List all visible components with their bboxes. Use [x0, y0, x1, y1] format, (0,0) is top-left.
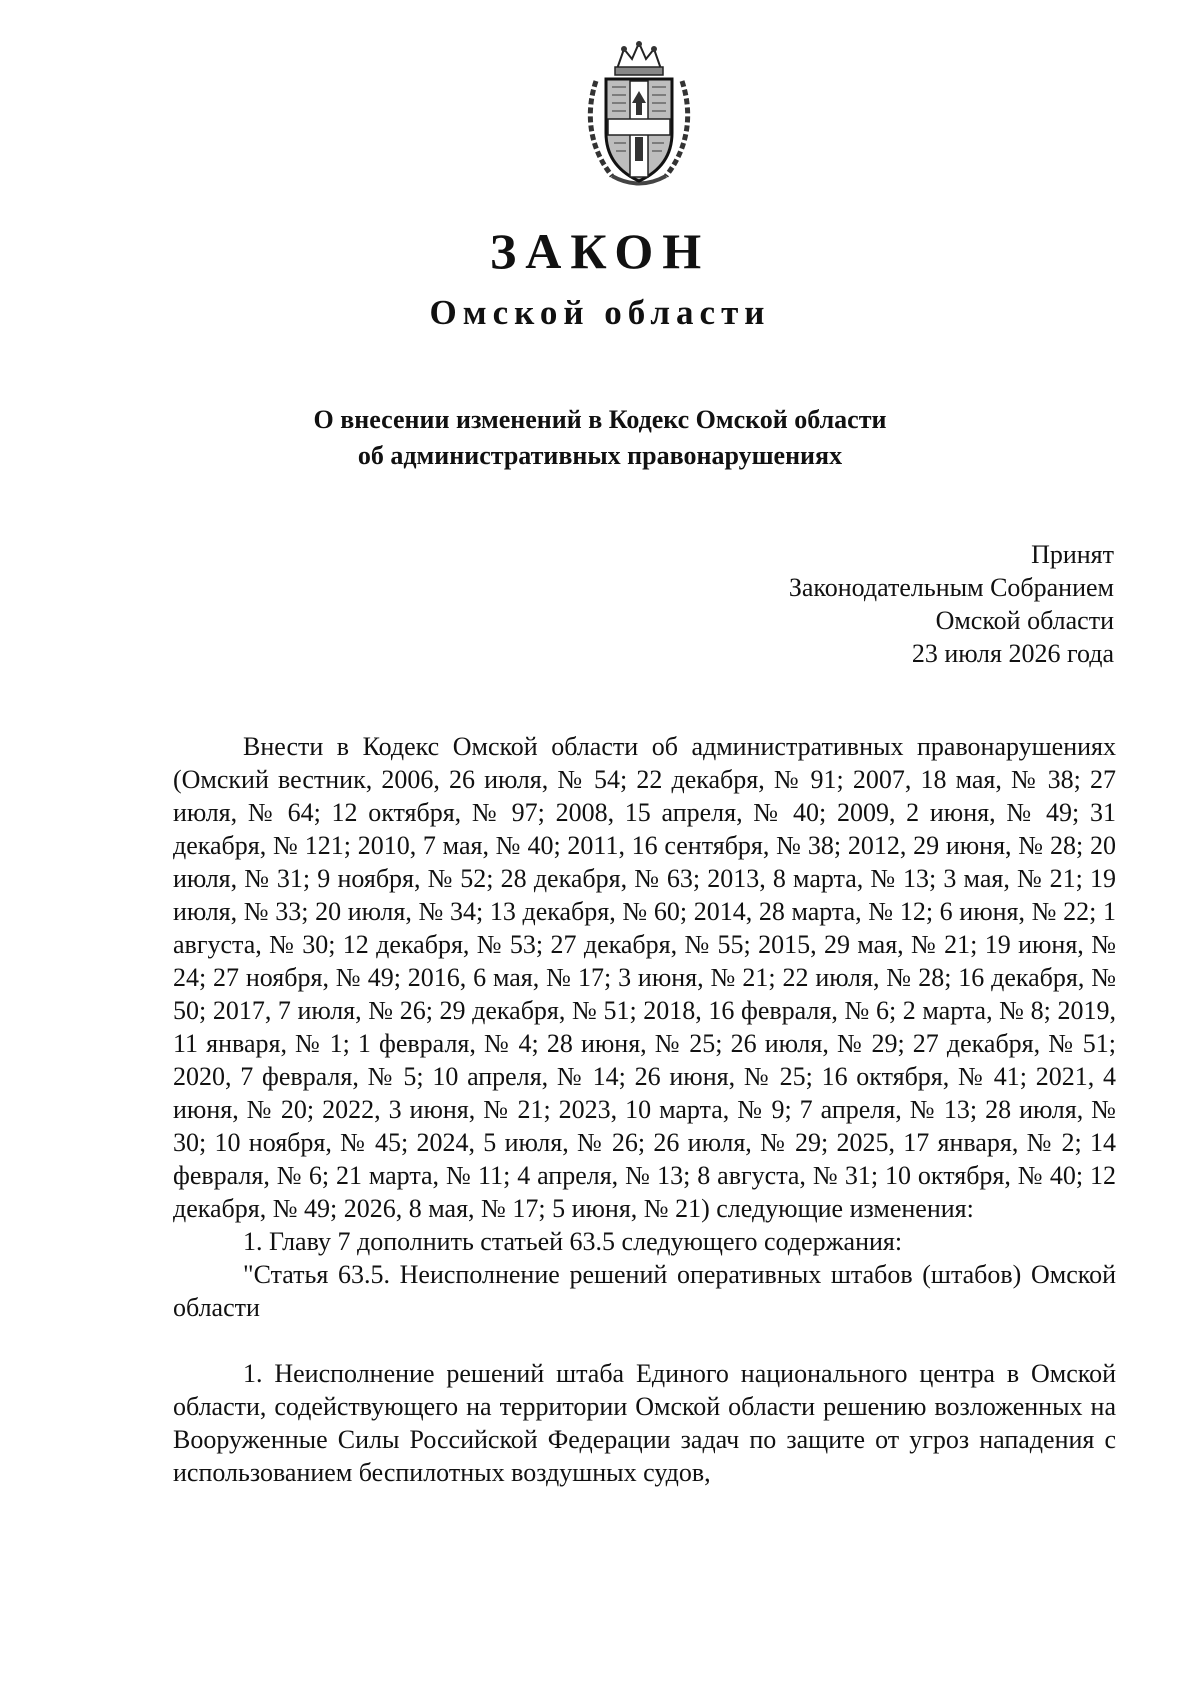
adoption-line: Законодательным Собранием	[788, 573, 1114, 602]
adoption-date: 23 июля 2026 года	[911, 639, 1114, 668]
body-paragraph: 1. Главу 7 дополнить статьей 63.5 следующего содержания:	[243, 1227, 903, 1256]
adoption-line: Омской области	[935, 606, 1114, 635]
law-heading-line: об административных правонарушениях	[357, 441, 843, 470]
body-paragraph: "Статья 63.5. Неисполнение решений оперативных штабов (штабов) Омской области	[173, 1260, 1116, 1322]
document-type-title: ЗАКОН	[489, 223, 711, 279]
law-heading	[0, 402, 1200, 474]
body-paragraph: 1. Неисполнение решений штаба Единого национального центра в Омской области, содействующего на территории Омской области решению возложенных на Вооруженные Силы Российской Федерации задач по защите от угроз нападения с использованием беспилотных воздушных судов,	[173, 1359, 1116, 1487]
coat-of-arms-icon	[582, 41, 696, 191]
adoption-block	[789, 538, 1114, 670]
adoption-line: Принят	[1031, 540, 1114, 569]
body-paragraph: Внести в Кодекс Омской области об административных правонарушениях (Омский вестник, 2006, 26 июля, № 54; 22 декабря, № 91; 2007, 18 мая, № 38; 27 июля, № 64; 12 октября, № 97; 2008, 15 апреля, № 40; 2009, 2 июня, № 49; 31 декабря, № 121; 2010, 7 мая, № 40; 2011, 16 сентября, № 38; 2012, 29 июня, № 28; 20 июля, № 31; 9 ноября, № 52; 28 декабря, № 63; 2013, 8 марта, № 13; 3 мая, № 21; 19 июля, № 33; 20 июля, № 34; 13 декабря, № 60; 2014, 28 марта, № 12; 6 июня, № 22; 1 августа, № 30; 12 декабря, № 53; 27 декабря, № 55; 2015, 29 мая, № 21; 19 июня, № 24; 27 ноября, № 49; 2016, 6 мая, № 17; 3 июня, № 21; 22 июля, № 28; 16 декабря, № 50; 2017, 7 июля, № 26; 29 декабря, № 51; 2018, 16 февраля, № 6; 2 марта, № 8; 2019, 11 января, № 1; 1 февраля, № 4; 28 июня, № 25; 26 июля, № 29; 27 декабря, № 51; 2020, 7 февраля, № 5; 10 апреля, № 14; 26 июня, № 25; 16 октября, № 41; 2021, 4 июня, № 20; 2022, 3 июня, № 21; 2023, 10 марта, № 9; 7 апреля, № 13; 28 июля, № 30; 10 ноября, № 45; 2024, 5 июля, № 26; 26 июля, № 29; 2025, 17 января, № 2; 14 февраля, № 6; 21 марта, № 11; 4 апреля, № 13; 8 августа, № 31; 10 октября, № 40; 12 декабря, № 49; 2026, 8 мая, № 17; 5 июня, № 21) следующие изменения:	[173, 732, 1116, 1223]
law-heading-line: О внесении изменений в Кодекс Омской области	[313, 405, 887, 434]
region-subtitle: Омской области	[429, 293, 771, 332]
law-body	[173, 730, 1116, 1489]
